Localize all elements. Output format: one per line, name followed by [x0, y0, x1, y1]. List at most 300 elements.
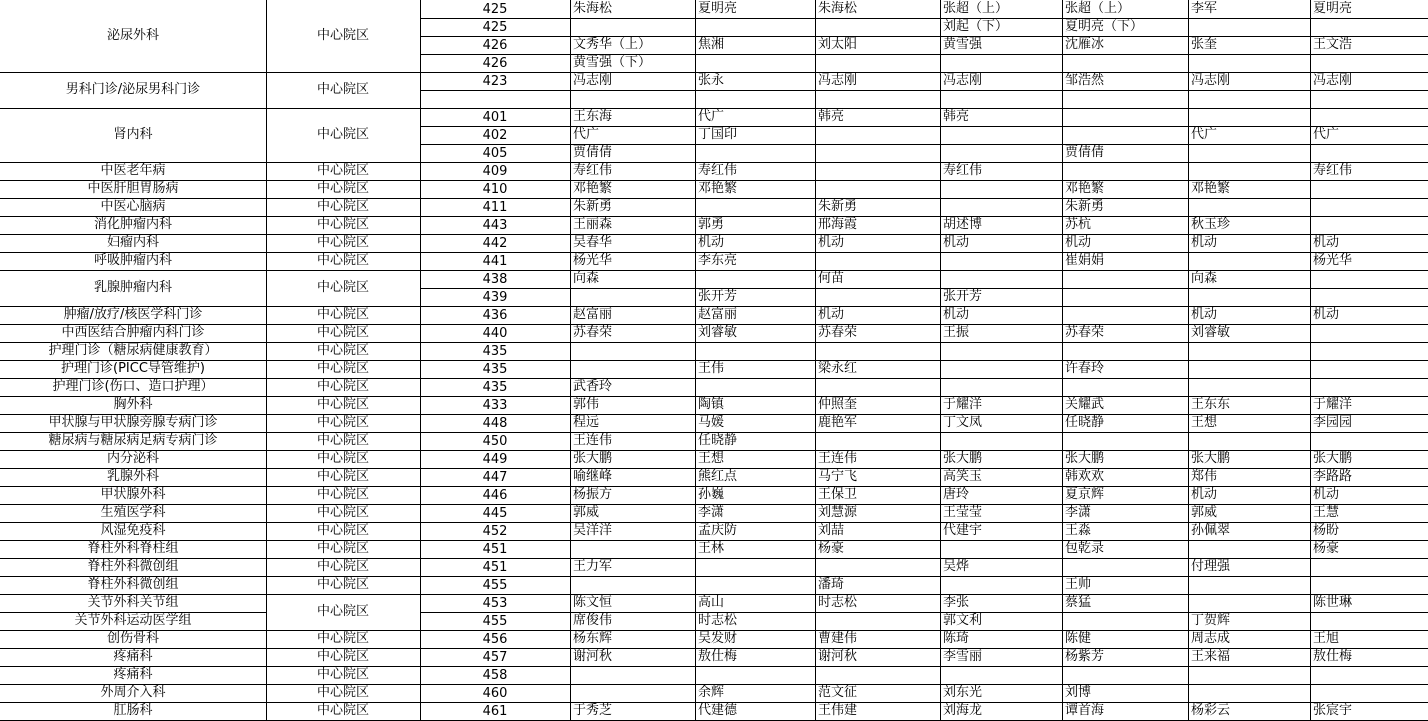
doctor-cell[interactable] [696, 18, 815, 36]
doctor-cell[interactable]: 机动 [1191, 235, 1218, 250]
doctor-cell[interactable] [1189, 198, 1310, 216]
doctor-cell[interactable] [816, 144, 940, 162]
doctor-cell[interactable]: 刘慧源 [818, 505, 858, 520]
doctor-cell[interactable] [696, 576, 815, 594]
doctor-cell[interactable] [1311, 216, 1428, 234]
doctor-cell[interactable]: 张超（上） [943, 1, 1009, 16]
doctor-cell[interactable]: 谭首海 [1065, 703, 1105, 718]
doctor-cell[interactable]: 杨彩云 [1191, 703, 1231, 718]
doctor-cell[interactable]: 苏杭 [1065, 217, 1092, 232]
campus-cell: 中心院区 [316, 379, 369, 394]
doctor-cell[interactable]: 王振 [943, 325, 970, 340]
doctor-cell[interactable]: 马媛 [698, 415, 725, 430]
doctor-cell[interactable]: 于耀洋 [1313, 397, 1353, 412]
doctor-cell[interactable] [1189, 684, 1310, 702]
doctor-cell[interactable]: 喻继峰 [573, 469, 613, 484]
doctor-cell[interactable] [1063, 342, 1188, 360]
doctor-cell[interactable]: 张开芳 [698, 289, 738, 304]
doctor-cell[interactable]: 邢海霞 [818, 217, 858, 232]
doctor-cell[interactable]: 机动 [1191, 487, 1218, 502]
doctor-cell[interactable]: 夏明亮 [1313, 1, 1353, 16]
doctor-cell[interactable]: 敖仕梅 [698, 649, 738, 664]
doctor-cell[interactable]: 机动 [943, 235, 970, 250]
doctor-cell[interactable]: 谢河秋 [818, 649, 858, 664]
doctor-cell[interactable]: 刘博 [1065, 685, 1092, 700]
doctor-cell[interactable] [816, 90, 940, 108]
doctor-cell[interactable] [941, 90, 1062, 108]
doctor-cell[interactable]: 王伟 [698, 361, 725, 376]
doctor-cell[interactable] [941, 54, 1062, 72]
doctor-cell[interactable]: 张大鹏 [1313, 451, 1353, 466]
doctor-cell[interactable]: 杨振方 [573, 487, 613, 502]
doctor-cell[interactable]: 贾倩倩 [1065, 145, 1105, 160]
doctor-cell[interactable] [1189, 288, 1310, 306]
doctor-cell[interactable]: 武香玲 [573, 379, 613, 394]
doctor-cell[interactable] [1311, 288, 1428, 306]
doctor-cell[interactable]: 代建宇 [943, 523, 983, 538]
doctor-cell[interactable]: 吴春华 [573, 235, 613, 250]
campus-cell: 中心院区 [316, 667, 369, 682]
doctor-cell[interactable]: 郭威 [1191, 505, 1218, 520]
doctor-cell[interactable]: 刘海龙 [943, 703, 983, 718]
doctor-cell[interactable]: 黄雪强 [943, 37, 983, 52]
doctor-cell[interactable]: 机动 [1313, 487, 1340, 502]
doctor-cell[interactable] [1189, 252, 1310, 270]
department-cell: 脊柱外科微创组 [87, 577, 179, 592]
doctor-cell[interactable] [1311, 144, 1428, 162]
doctor-cell[interactable]: 唐玲 [943, 487, 970, 502]
doctor-cell[interactable]: 代广 [698, 109, 725, 124]
doctor-cell[interactable]: 刘喆 [818, 523, 845, 538]
doctor-cell[interactable]: 李军 [1191, 1, 1218, 16]
department-cell: 肿瘤/放疗/核医学科门诊 [63, 307, 203, 322]
doctor-cell[interactable] [1311, 324, 1428, 342]
doctor-cell[interactable]: 杨东辉 [573, 631, 613, 646]
doctor-cell[interactable]: 陈琦 [943, 631, 970, 646]
doctor-cell[interactable]: 王林 [698, 541, 725, 556]
doctor-cell[interactable]: 张永 [698, 73, 725, 88]
doctor-cell[interactable]: 机动 [818, 307, 845, 322]
doctor-cell[interactable]: 贾倩倩 [573, 145, 613, 160]
doctor-cell[interactable] [1311, 360, 1428, 378]
doctor-cell[interactable]: 李园园 [1313, 415, 1353, 430]
doctor-cell[interactable] [1063, 432, 1188, 450]
doctor-cell[interactable]: 张奎 [1191, 37, 1218, 52]
doctor-cell[interactable] [1311, 666, 1428, 684]
doctor-cell[interactable] [1189, 144, 1310, 162]
doctor-cell[interactable]: 付理强 [1191, 559, 1231, 574]
doctor-cell[interactable]: 陈健 [1065, 631, 1092, 646]
doctor-cell[interactable]: 王慧 [1313, 505, 1340, 520]
doctor-cell[interactable]: 高笑玉 [943, 469, 983, 484]
doctor-cell[interactable]: 夏京辉 [1065, 487, 1105, 502]
doctor-cell[interactable]: 机动 [1065, 235, 1092, 250]
doctor-cell[interactable] [1311, 576, 1428, 594]
doctor-cell[interactable] [816, 252, 940, 270]
doctor-cell[interactable] [1063, 666, 1188, 684]
doctor-cell[interactable]: 邹浩然 [1065, 73, 1105, 88]
doctor-cell[interactable] [941, 198, 1062, 216]
doctor-cell[interactable] [1189, 360, 1310, 378]
room-number-cell: 447 [482, 470, 508, 485]
doctor-cell[interactable]: 任晓静 [1065, 415, 1105, 430]
doctor-cell[interactable] [1189, 108, 1310, 126]
doctor-cell[interactable]: 王东海 [573, 109, 613, 124]
campus-cell: 中心院区 [316, 235, 369, 250]
department-cell: 疼痛科 [113, 667, 153, 682]
doctor-cell[interactable]: 陈世琳 [1313, 595, 1353, 610]
doctor-cell[interactable]: 何苗 [818, 271, 845, 286]
doctor-cell[interactable] [1189, 18, 1310, 36]
doctor-cell[interactable]: 赵富丽 [698, 307, 738, 322]
doctor-cell[interactable] [1311, 198, 1428, 216]
doctor-cell[interactable] [571, 342, 695, 360]
doctor-cell[interactable]: 邓艳繁 [1191, 181, 1231, 196]
doctor-cell[interactable]: 张宸宇 [1313, 703, 1353, 718]
doctor-cell[interactable] [1189, 54, 1310, 72]
doctor-cell[interactable] [941, 540, 1062, 558]
doctor-cell[interactable]: 寿红伟 [573, 163, 613, 178]
doctor-cell[interactable]: 郭威 [573, 505, 600, 520]
doctor-cell[interactable]: 王淼 [1065, 523, 1092, 538]
doctor-cell[interactable]: 高山 [698, 595, 725, 610]
doctor-cell[interactable]: 丁贺辉 [1191, 613, 1231, 628]
doctor-cell[interactable]: 程远 [573, 415, 600, 430]
doctor-cell[interactable] [696, 90, 815, 108]
doctor-cell[interactable]: 杨豪 [818, 541, 845, 556]
doctor-cell[interactable] [816, 18, 940, 36]
doctor-cell[interactable]: 苏春荣 [573, 325, 613, 340]
department-cell: 甲状腺与甲状腺旁腺专病门诊 [48, 415, 218, 430]
doctor-cell[interactable]: 曹建伟 [818, 631, 858, 646]
doctor-cell[interactable]: 李潇 [698, 505, 725, 520]
doctor-cell[interactable]: 鹿艳军 [818, 415, 858, 430]
doctor-cell[interactable]: 崔娟娟 [1065, 253, 1105, 268]
doctor-cell[interactable] [1063, 54, 1188, 72]
doctor-cell[interactable] [1311, 108, 1428, 126]
doctor-cell[interactable]: 冯志刚 [573, 73, 613, 88]
doctor-cell[interactable]: 潘琦 [818, 577, 845, 592]
doctor-cell[interactable] [1189, 432, 1310, 450]
doctor-cell[interactable] [816, 378, 940, 396]
doctor-cell[interactable]: 谢河秋 [573, 649, 613, 664]
doctor-cell[interactable]: 于耀洋 [943, 397, 983, 412]
doctor-cell[interactable]: 机动 [1313, 235, 1340, 250]
doctor-cell[interactable]: 冯志刚 [818, 73, 858, 88]
doctor-cell[interactable]: 代建德 [698, 703, 738, 718]
doctor-cell[interactable]: 孙佩翠 [1191, 523, 1231, 538]
doctor-cell[interactable] [571, 684, 695, 702]
doctor-cell[interactable] [1063, 108, 1188, 126]
room-number-cell: 411 [482, 200, 508, 215]
doctor-cell[interactable] [941, 342, 1062, 360]
doctor-cell[interactable]: 冯志刚 [1191, 73, 1231, 88]
doctor-cell[interactable]: 机动 [1313, 307, 1340, 322]
room-number-cell: 443 [482, 218, 508, 233]
doctor-cell[interactable]: 王帅 [1065, 577, 1092, 592]
doctor-cell[interactable] [816, 666, 940, 684]
room-number-cell: 442 [482, 236, 508, 251]
doctor-cell[interactable]: 邓艳繁 [698, 181, 738, 196]
doctor-cell[interactable]: 张开芳 [943, 289, 983, 304]
doctor-cell[interactable]: 朱新勇 [573, 199, 613, 214]
doctor-cell[interactable] [696, 666, 815, 684]
doctor-cell[interactable] [941, 144, 1062, 162]
doctor-cell[interactable] [696, 270, 815, 288]
doctor-cell[interactable] [1063, 612, 1188, 630]
doctor-cell[interactable] [1189, 666, 1310, 684]
doctor-cell[interactable] [1311, 18, 1428, 36]
doctor-cell[interactable] [1311, 180, 1428, 198]
doctor-cell[interactable] [816, 54, 940, 72]
doctor-cell[interactable] [571, 540, 695, 558]
doctor-cell[interactable]: 王想 [1191, 415, 1218, 430]
doctor-cell[interactable]: 代广 [1313, 127, 1340, 142]
doctor-cell[interactable]: 文秀华（上） [573, 37, 652, 52]
doctor-cell[interactable]: 向森 [573, 271, 600, 286]
doctor-cell[interactable] [1063, 270, 1188, 288]
doctor-cell[interactable] [1189, 90, 1310, 108]
doctor-cell[interactable]: 李路路 [1313, 469, 1353, 484]
doctor-cell[interactable]: 刘睿敏 [698, 325, 738, 340]
doctor-cell[interactable]: 代广 [1191, 127, 1218, 142]
doctor-cell[interactable]: 李潇 [1065, 505, 1092, 520]
doctor-cell[interactable] [1063, 378, 1188, 396]
doctor-cell[interactable]: 杨紫芳 [1065, 649, 1105, 664]
doctor-cell[interactable]: 时志松 [698, 613, 738, 628]
doctor-cell[interactable]: 杨盼 [1313, 523, 1340, 538]
doctor-cell[interactable]: 寿红伟 [943, 163, 983, 178]
doctor-cell[interactable] [1311, 342, 1428, 360]
doctor-cell[interactable] [1063, 288, 1188, 306]
doctor-cell[interactable] [941, 666, 1062, 684]
doctor-cell[interactable] [571, 288, 695, 306]
room-number-cell: 435 [482, 344, 508, 359]
campus-cell: 中心院区 [316, 685, 369, 700]
doctor-cell[interactable]: 寿红伟 [698, 163, 738, 178]
doctor-cell[interactable]: 王想 [698, 451, 725, 466]
doctor-cell[interactable]: 黄雪强（下） [573, 55, 652, 70]
doctor-cell[interactable]: 冯志刚 [943, 73, 983, 88]
doctor-cell[interactable] [1189, 378, 1310, 396]
doctor-cell[interactable]: 王力军 [573, 559, 613, 574]
doctor-cell[interactable]: 丁国印 [698, 127, 738, 142]
doctor-cell[interactable] [696, 54, 815, 72]
doctor-cell[interactable]: 朱海松 [573, 1, 613, 16]
doctor-cell[interactable]: 秋玉珍 [1191, 217, 1231, 232]
doctor-cell[interactable] [1311, 90, 1428, 108]
doctor-cell[interactable]: 刘东光 [943, 685, 983, 700]
doctor-cell[interactable]: 许春玲 [1065, 361, 1105, 376]
doctor-cell[interactable] [1311, 432, 1428, 450]
doctor-cell[interactable]: 韩亮 [818, 109, 845, 124]
doctor-cell[interactable]: 刘睿敏 [1191, 325, 1231, 340]
campus-cell: 中心院区 [316, 415, 369, 430]
doctor-cell[interactable] [816, 180, 940, 198]
doctor-cell[interactable]: 王东东 [1191, 397, 1231, 412]
doctor-cell[interactable]: 熊红点 [698, 469, 738, 484]
doctor-cell[interactable]: 杨光华 [573, 253, 613, 268]
doctor-cell[interactable]: 机动 [698, 235, 725, 250]
room-number-cell: 453 [482, 596, 508, 611]
doctor-cell[interactable]: 席俊伟 [573, 613, 613, 628]
doctor-cell[interactable]: 王伟建 [818, 703, 858, 718]
doctor-cell[interactable] [1063, 162, 1188, 180]
doctor-cell[interactable]: 朱海松 [818, 1, 858, 16]
doctor-cell[interactable] [1311, 558, 1428, 576]
doctor-cell[interactable] [1311, 378, 1428, 396]
doctor-cell[interactable] [816, 288, 940, 306]
doctor-cell[interactable] [941, 360, 1062, 378]
doctor-cell[interactable] [941, 180, 1062, 198]
doctor-cell[interactable]: 包乾录 [1065, 541, 1105, 556]
doctor-cell[interactable]: 仲照奎 [818, 397, 858, 412]
doctor-cell[interactable] [571, 18, 695, 36]
doctor-cell[interactable] [941, 378, 1062, 396]
doctor-cell[interactable]: 沈雁冰 [1065, 37, 1105, 52]
doctor-cell[interactable]: 冯志刚 [1313, 73, 1353, 88]
doctor-cell[interactable]: 李张 [943, 595, 970, 610]
doctor-cell[interactable]: 时志松 [818, 595, 858, 610]
doctor-cell[interactable] [816, 558, 940, 576]
doctor-cell[interactable]: 王莹莹 [943, 505, 983, 520]
doctor-cell[interactable]: 敖仕梅 [1313, 649, 1353, 664]
doctor-cell[interactable]: 吴发财 [698, 631, 738, 646]
doctor-cell[interactable]: 王连伟 [573, 433, 613, 448]
doctor-cell[interactable]: 焦湘 [698, 37, 725, 52]
doctor-cell[interactable]: 孙巍 [698, 487, 725, 502]
doctor-cell[interactable] [1311, 612, 1428, 630]
campus-cell: 中心院区 [316, 604, 369, 619]
doctor-cell[interactable]: 余辉 [698, 685, 725, 700]
doctor-cell[interactable]: 邓艳繁 [1065, 181, 1105, 196]
doctor-cell[interactable] [696, 144, 815, 162]
doctor-cell[interactable]: 赵富丽 [573, 307, 613, 322]
doctor-cell[interactable]: 郑伟 [1191, 469, 1218, 484]
doctor-cell[interactable]: 张大鹏 [1191, 451, 1231, 466]
doctor-cell[interactable] [941, 270, 1062, 288]
doctor-cell[interactable] [571, 360, 695, 378]
doctor-cell[interactable]: 丁文凤 [943, 415, 983, 430]
doctor-cell[interactable]: 刘起（下） [943, 19, 1009, 34]
doctor-cell[interactable] [941, 252, 1062, 270]
doctor-cell[interactable]: 孟庆防 [698, 523, 738, 538]
doctor-cell[interactable]: 杨豪 [1313, 541, 1340, 556]
doctor-cell[interactable] [1189, 342, 1310, 360]
doctor-cell[interactable]: 苏春荣 [818, 325, 858, 340]
doctor-cell[interactable] [1063, 558, 1188, 576]
doctor-cell[interactable]: 李雪丽 [943, 649, 983, 664]
doctor-cell[interactable] [1189, 162, 1310, 180]
doctor-cell[interactable] [816, 612, 940, 630]
doctor-cell[interactable] [571, 666, 695, 684]
doctor-cell[interactable]: 郭伟 [573, 397, 600, 412]
doctor-cell[interactable] [816, 126, 940, 144]
doctor-cell[interactable] [696, 342, 815, 360]
doctor-cell[interactable]: 杨光华 [1313, 253, 1353, 268]
doctor-cell[interactable] [571, 90, 695, 108]
doctor-cell[interactable] [1063, 306, 1188, 324]
doctor-cell[interactable]: 王丽森 [573, 217, 613, 232]
doctor-cell[interactable] [1063, 126, 1188, 144]
doctor-cell[interactable]: 王旭 [1313, 631, 1340, 646]
doctor-cell[interactable]: 马宁飞 [818, 469, 858, 484]
doctor-cell[interactable] [1311, 270, 1428, 288]
doctor-cell[interactable] [696, 378, 815, 396]
doctor-cell[interactable]: 刘太阳 [818, 37, 858, 52]
doctor-cell[interactable]: 夏明亮（下） [1065, 19, 1144, 34]
doctor-cell[interactable]: 朱新勇 [1065, 199, 1105, 214]
doctor-cell[interactable]: 机动 [943, 307, 970, 322]
doctor-cell[interactable]: 陈文恒 [573, 595, 613, 610]
doctor-cell[interactable] [696, 558, 815, 576]
doctor-cell[interactable] [816, 342, 940, 360]
doctor-cell[interactable]: 张大鹏 [1065, 451, 1105, 466]
doctor-cell[interactable]: 苏春荣 [1065, 325, 1105, 340]
doctor-cell[interactable]: 郭勇 [698, 217, 725, 232]
doctor-cell[interactable]: 朱新勇 [818, 199, 858, 214]
doctor-cell[interactable]: 陶镇 [698, 397, 725, 412]
doctor-cell[interactable]: 代广 [573, 127, 600, 142]
doctor-cell[interactable]: 范文征 [818, 685, 858, 700]
doctor-cell[interactable]: 蔡猛 [1065, 595, 1092, 610]
doctor-cell[interactable]: 胡述博 [943, 217, 983, 232]
doctor-cell[interactable] [941, 576, 1062, 594]
doctor-cell[interactable]: 韩亮 [943, 109, 970, 124]
doctor-cell[interactable]: 周志成 [1191, 631, 1231, 646]
doctor-cell[interactable] [816, 162, 940, 180]
doctor-cell[interactable]: 于秀芝 [573, 703, 613, 718]
doctor-cell[interactable]: 寿红伟 [1313, 163, 1353, 178]
doctor-cell[interactable]: 张大鹏 [943, 451, 983, 466]
doctor-cell[interactable]: 任晓静 [698, 433, 738, 448]
doctor-cell[interactable]: 王连伟 [818, 451, 858, 466]
doctor-cell[interactable] [941, 126, 1062, 144]
campus-cell: 中心院区 [316, 451, 369, 466]
doctor-cell[interactable] [696, 198, 815, 216]
doctor-cell[interactable] [1311, 684, 1428, 702]
doctor-cell[interactable]: 李东亮 [698, 253, 738, 268]
doctor-cell[interactable]: 梁永红 [818, 361, 858, 376]
doctor-cell[interactable]: 张大鹏 [573, 451, 613, 466]
doctor-cell[interactable] [1311, 54, 1428, 72]
doctor-cell[interactable] [816, 432, 940, 450]
doctor-cell[interactable] [1189, 594, 1310, 612]
doctor-cell[interactable]: 夏明亮 [698, 1, 738, 16]
doctor-cell[interactable]: 韩欢欢 [1065, 469, 1105, 484]
doctor-cell[interactable]: 王文浩 [1313, 37, 1353, 52]
doctor-cell[interactable] [1189, 540, 1310, 558]
doctor-cell[interactable] [571, 576, 695, 594]
doctor-cell[interactable]: 张超（上） [1065, 1, 1131, 16]
doctor-cell[interactable] [1063, 90, 1188, 108]
doctor-cell[interactable]: 向森 [1191, 271, 1218, 286]
doctor-cell[interactable]: 王来福 [1191, 649, 1231, 664]
doctor-cell[interactable]: 机动 [1191, 307, 1218, 322]
doctor-cell[interactable]: 关耀武 [1065, 397, 1105, 412]
doctor-cell[interactable]: 王保卫 [818, 487, 858, 502]
doctor-cell[interactable]: 吴洋洋 [573, 523, 613, 538]
doctor-cell[interactable]: 邓艳繁 [573, 181, 613, 196]
department-cell: 生殖医学科 [100, 505, 166, 520]
doctor-cell[interactable] [1189, 576, 1310, 594]
department-cell: 创伤骨科 [106, 631, 159, 646]
campus-cell: 中心院区 [316, 577, 369, 592]
doctor-cell[interactable]: 吴烨 [943, 559, 970, 574]
doctor-cell[interactable] [941, 432, 1062, 450]
doctor-cell[interactable]: 机动 [818, 235, 845, 250]
doctor-cell[interactable]: 郭文利 [943, 613, 983, 628]
